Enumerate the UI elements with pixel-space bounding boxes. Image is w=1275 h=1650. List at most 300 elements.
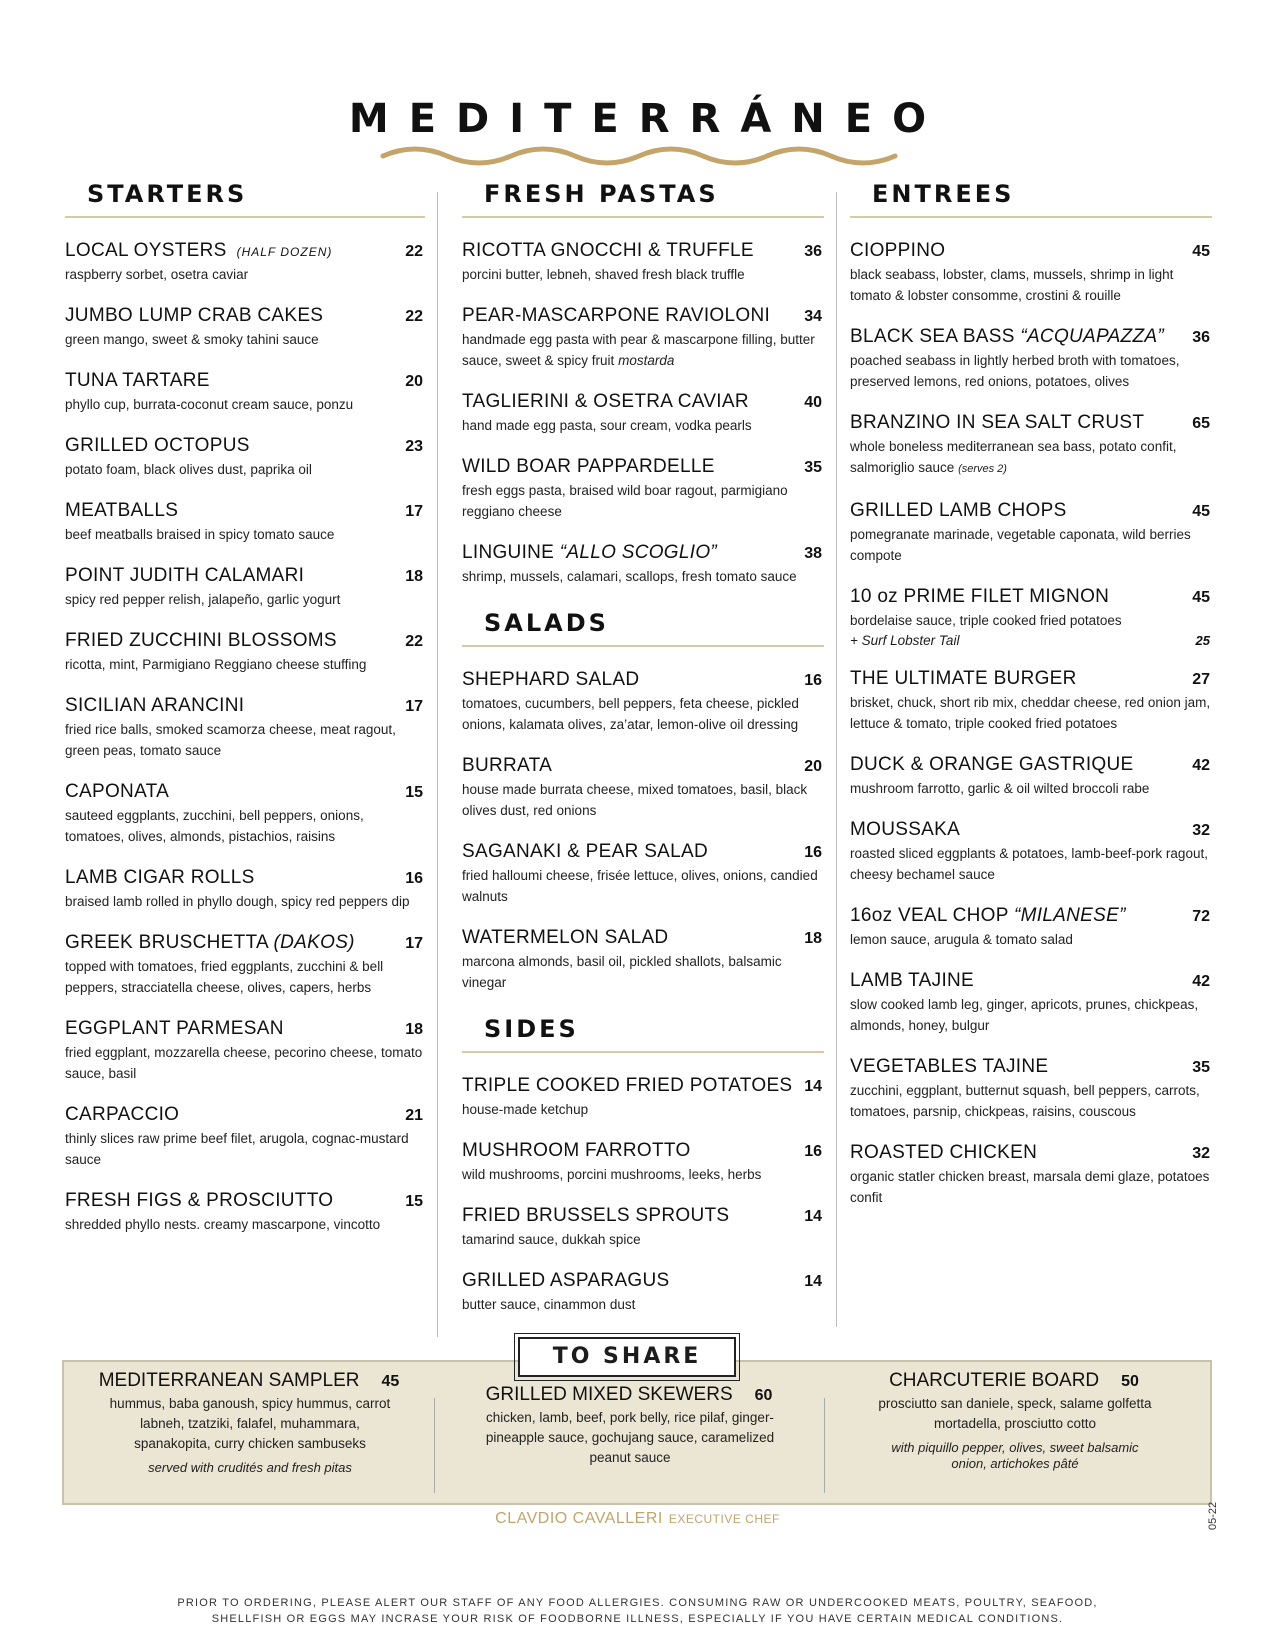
menu-item-name — [850, 1142, 1037, 1164]
menu-item — [462, 1270, 824, 1315]
menu-item-desc-text: lemon sauce, arugula & tomato salad — [850, 932, 1073, 947]
menu-item-header — [462, 927, 824, 949]
menu-item-title: CAPONATA — [65, 781, 170, 802]
menu-item-header — [65, 630, 425, 652]
menu-item-desc — [462, 415, 824, 436]
menu-item-title: ROASTED CHICKEN — [850, 1142, 1038, 1163]
menu-item-desc-text: tomatoes, cucumbers, bell peppers, feta cheese, pickled onions, kalamata olives, za’atar, lemon-olive oil dressing — [462, 696, 799, 732]
section-heading: FRESH PASTAS — [484, 180, 719, 208]
menu-item-name — [850, 970, 974, 992]
menu-item-title: DUCK & ORANGE GASTRIQUE — [850, 754, 1134, 775]
share-item-desc: hummus, baba ganoush, spicy hummus, carrot labneh, tzatziki, falafel, muhammara, spanakopita, curry chicken sambuseks — [109, 1396, 391, 1451]
menu-item-desc — [65, 891, 425, 912]
menu-item-desc — [65, 805, 425, 847]
menu-item-desc-text: potato foam, black olives dust, paprika oil — [65, 462, 312, 477]
menu-item-title: BRANZINO IN SEA SALT CRUST — [850, 412, 1145, 433]
share-item-note: served with crudités and fresh pitas — [148, 1460, 352, 1475]
menu-item-desc-text: spicy red pepper relish, jalapeño, garlic yogurt — [65, 592, 341, 607]
menu-item — [850, 412, 1212, 480]
menu-item — [65, 370, 425, 415]
menu-item-name — [65, 781, 169, 803]
menu-item-header — [850, 970, 1212, 992]
menu-item — [850, 668, 1212, 734]
menu-item-price: 16 — [804, 672, 822, 689]
menu-item-header — [850, 668, 1212, 690]
menu-item-name — [462, 391, 749, 413]
menu-item-name — [65, 240, 332, 262]
menu-item — [850, 240, 1212, 306]
menu-section — [462, 1015, 824, 1315]
menu-item-desc — [850, 436, 1212, 480]
menu-item — [850, 819, 1212, 885]
menu-item-name — [850, 754, 1134, 776]
menu-item-desc — [850, 994, 1212, 1036]
menu-item-price: 45 — [1192, 589, 1210, 606]
menu-item — [850, 586, 1212, 648]
menu-column-1 — [65, 180, 425, 1255]
menu-item-title: RICOTTA GNOCCHI & TRUFFLE — [462, 240, 754, 261]
menu-item-header — [850, 905, 1212, 927]
menu-item — [65, 305, 425, 350]
column-divider-2 — [836, 192, 837, 1327]
chef-credit — [0, 1510, 1275, 1528]
menu-item-name — [65, 305, 323, 327]
menu-item-title: TRIPLE COOKED FRIED POTATOES — [462, 1075, 793, 1096]
share-divider-2 — [824, 1398, 825, 1493]
menu-item — [462, 391, 824, 436]
menu-item — [65, 435, 425, 480]
menu-item — [850, 754, 1212, 799]
menu-item — [462, 669, 824, 735]
menu-item-desc — [65, 329, 425, 350]
menu-item-price: 18 — [405, 1021, 423, 1038]
share-item-name: MEDITERRANEAN SAMPLER — [98, 1370, 360, 1391]
menu-item-title: FRIED ZUCCHINI BLOSSOMS — [65, 630, 337, 651]
menu-item — [65, 500, 425, 545]
menu-item — [462, 927, 824, 993]
share-item — [80, 1370, 420, 1476]
menu-item-desc-text: beef meatballs braised in spicy tomato sauce — [65, 527, 335, 542]
menu-item — [850, 326, 1212, 392]
menu-item-title: GREEK BRUSCHETTA — [65, 932, 268, 953]
menu-item-title: 16oz VEAL CHOP — [850, 905, 1009, 926]
menu-item-price: 17 — [405, 503, 423, 520]
share-item — [850, 1370, 1180, 1472]
menu-item-desc-text: green mango, sweet & smoky tahini sauce — [65, 332, 319, 347]
menu-item-desc-text: poached seabass in lightly herbed broth with tomatoes, preserved lemons, red onions, potatoes, olives — [850, 353, 1180, 389]
menu-item-price: 15 — [405, 784, 423, 801]
menu-item-header — [65, 1104, 425, 1126]
menu-item-price: 34 — [804, 308, 822, 325]
menu-item-desc — [850, 1080, 1212, 1122]
menu-item-name — [462, 1140, 691, 1162]
menu-item-addon-price: 25 — [1195, 633, 1210, 648]
menu-item-header — [65, 240, 425, 262]
menu-item-price: 45 — [1192, 503, 1210, 520]
share-item — [450, 1384, 810, 1468]
menu-item-name — [462, 927, 668, 949]
menu-item — [65, 867, 425, 912]
menu-item-header — [462, 669, 824, 691]
menu-item-name — [65, 695, 244, 717]
menu-item-header — [850, 326, 1212, 348]
section-heading: SALADS — [484, 609, 609, 637]
menu-column-3 — [850, 180, 1212, 1228]
menu-item-header — [462, 456, 824, 478]
allergy-line-2: SHELLFISH OR EGGS MAY INCRASE YOUR RISK OF FOODBORNE ILLNESS, ESPECIALLY IF YOU HAVE CERTAIN MEDICAL CONDITIONS. — [211, 1613, 1064, 1625]
menu-item-price: 14 — [804, 1208, 822, 1225]
menu-item-title-italic: “ALLO SCOGLIO” — [559, 542, 718, 563]
menu-item — [65, 1104, 425, 1170]
menu-item-header — [462, 391, 824, 413]
column-divider-1 — [437, 192, 438, 1337]
menu-item-desc-text: sauteed eggplants, zucchini, bell peppers, onions, tomatoes, olives, almonds, pistachios, raisins — [65, 808, 364, 844]
menu-item-name — [65, 435, 250, 457]
menu-item-note: (HALF DOZEN) — [236, 245, 333, 259]
menu-item-desc-text: porcini butter, lebneh, shaved fresh black truffle — [462, 267, 745, 282]
menu-item-title: SICILIAN ARANCINI — [65, 695, 245, 716]
section-rule — [462, 216, 824, 218]
menu-item-price: 36 — [1192, 329, 1210, 346]
menu-item-desc-text: fried rice balls, smoked scamorza cheese, meat ragout, green peas, tomato sauce — [65, 722, 396, 758]
allergy-notice — [0, 1595, 1275, 1627]
menu-item-title: MEATBALLS — [65, 500, 179, 521]
menu-item-price: 22 — [405, 243, 423, 260]
menu-item-title: CIOPPINO — [850, 240, 946, 261]
menu-item-title-italic: (DAKOS) — [273, 932, 355, 953]
menu-item-desc-text: fresh eggs pasta, braised wild boar ragout, parmigiano reggiano cheese — [462, 483, 788, 519]
chef-name: CLAVDIO CAVALLERI — [495, 1510, 663, 1527]
menu-item-price: 22 — [405, 308, 423, 325]
menu-item-price: 15 — [405, 1193, 423, 1210]
menu-item-header — [850, 240, 1212, 262]
section-rule — [462, 645, 824, 647]
menu-item — [850, 970, 1212, 1036]
menu-item-price: 38 — [804, 545, 822, 562]
menu-item — [850, 1142, 1212, 1208]
menu-item-header — [462, 240, 824, 262]
menu-item-name — [462, 542, 717, 564]
menu-item-price: 32 — [1192, 1145, 1210, 1162]
menu-item-header — [65, 1018, 425, 1040]
menu-item-title: SHEPHARD SALAD — [462, 669, 640, 690]
menu-item-title: POINT JUDITH CALAMARI — [65, 565, 305, 586]
menu-item-desc — [462, 865, 824, 907]
menu-item-name — [850, 500, 1067, 522]
menu-item-desc — [65, 654, 425, 675]
menu-section — [850, 180, 1212, 1208]
menu-item-price: 22 — [405, 633, 423, 650]
menu-item-desc — [850, 843, 1212, 885]
menu-item-title: FRESH FIGS & PROSCIUTTO — [65, 1190, 334, 1211]
menu-item-price: 17 — [405, 698, 423, 715]
menu-item-desc — [462, 264, 824, 285]
wave-ornament — [378, 142, 898, 172]
menu-item — [462, 1075, 824, 1120]
menu-item-title: THE ULTIMATE BURGER — [850, 668, 1077, 689]
menu-item-header — [65, 781, 425, 803]
allergy-line-1: PRIOR TO ORDERING, PLEASE ALERT OUR STAFF OF ANY FOOD ALLERGIES. CONSUMING RAW OR UNDERCOOKED MEATS, POULTRY, SEAFOOD, — [177, 1597, 1098, 1609]
menu-item-price: 20 — [804, 758, 822, 775]
menu-item-name — [65, 1018, 284, 1040]
menu-item-title: LAMB CIGAR ROLLS — [65, 867, 255, 888]
menu-item-name — [65, 932, 355, 954]
menu-item-desc-text: mushroom farrotto, garlic & oil wilted broccoli rabe — [850, 781, 1150, 796]
menu-item-desc-text: handmade egg pasta with pear & mascarpone filling, butter sauce, sweet & spicy fruit — [462, 332, 815, 368]
menu-item-desc — [65, 524, 425, 545]
menu-item-header — [462, 305, 824, 327]
share-item-price: 60 — [754, 1387, 773, 1404]
menu-item-header — [462, 542, 824, 564]
section-rule — [462, 1051, 824, 1053]
menu-item — [65, 565, 425, 610]
menu-item-desc-text: ricotta, mint, Parmigiano Reggiano cheese stuffing — [65, 657, 367, 672]
menu-item-desc-text: phyllo cup, burrata-coconut cream sauce, ponzu — [65, 397, 354, 412]
menu-item-name — [462, 240, 754, 262]
menu-item — [65, 240, 425, 285]
menu-item-desc — [65, 264, 425, 285]
menu-item — [462, 456, 824, 522]
menu-item — [462, 305, 824, 371]
menu-item — [462, 755, 824, 821]
share-item-name: GRILLED MIXED SKEWERS — [485, 1384, 733, 1405]
section-rule — [65, 216, 425, 218]
menu-item-title: TAGLIERINI & OSETRA CAVIAR — [462, 391, 749, 412]
menu-item-price: 42 — [1192, 973, 1210, 990]
menu-item-desc — [65, 459, 425, 480]
menu-item-name — [462, 1270, 670, 1292]
menu-item-header — [65, 500, 425, 522]
menu-item-name — [850, 819, 960, 841]
menu-item-desc — [462, 693, 824, 735]
menu-item-title: VEGETABLES TAJINE — [850, 1056, 1049, 1077]
menu-item-desc-text: zucchini, eggplant, butternut squash, bell peppers, carrots, tomatoes, parsnip, chickpeas, raisins, couscous — [850, 1083, 1200, 1119]
menu-item-name — [850, 905, 1126, 927]
menu-item-header — [65, 932, 425, 954]
menu-section — [462, 180, 824, 587]
menu-item-title: LOCAL OYSTERS — [65, 240, 227, 261]
menu-item-name — [462, 1205, 729, 1227]
menu-item-desc-text: fried halloumi cheese, frisée lettuce, olives, onions, candied walnuts — [462, 868, 818, 904]
menu-item — [850, 500, 1212, 566]
menu-item-desc — [462, 1294, 824, 1315]
share-divider-1 — [434, 1398, 435, 1493]
menu-item-name — [462, 305, 770, 327]
menu-item-desc — [462, 779, 824, 821]
menu-item-desc — [850, 264, 1212, 306]
menu-item-desc — [850, 524, 1212, 566]
menu-item-desc-text: wild mushrooms, porcini mushrooms, leeks, herbs — [462, 1167, 762, 1182]
menu-item-price: 27 — [1192, 671, 1210, 688]
menu-item-desc — [850, 778, 1212, 799]
menu-item-desc-text: house made burrata cheese, mixed tomatoes, basil, black olives dust, red onions — [462, 782, 808, 818]
menu-item — [462, 542, 824, 587]
menu-item-price: 45 — [1192, 243, 1210, 260]
menu-item-desc-text: organic statler chicken breast, marsala demi glaze, potatoes confit — [850, 1169, 1210, 1205]
menu-item-price: 35 — [1192, 1059, 1210, 1076]
menu-column-2 — [462, 180, 824, 1335]
menu-item-desc-text: brisket, chuck, short rib mix, cheddar cheese, red onion jam, lettuce & tomato, triple cooked fried potatoes — [850, 695, 1211, 731]
menu-item-title: LAMB TAJINE — [850, 970, 975, 991]
share-item-name: CHARCUTERIE BOARD — [889, 1370, 1100, 1391]
menu-item-header — [462, 755, 824, 777]
menu-item-price: 16 — [405, 870, 423, 887]
menu-item-title: CARPACCIO — [65, 1104, 180, 1125]
menu-item — [462, 1140, 824, 1185]
menu-item-price: 72 — [1192, 908, 1210, 925]
menu-item-price: 36 — [804, 243, 822, 260]
menu-item-desc-text: black seabass, lobster, clams, mussels, shrimp in light tomato & lobster consomme, crostini & rouille — [850, 267, 1174, 303]
chef-role: EXECUTIVE CHEF — [668, 1512, 780, 1526]
menu-item-desc — [850, 1166, 1212, 1208]
menu-item-name — [462, 669, 639, 691]
menu-item-desc-text: butter sauce, cinammon dust — [462, 1297, 636, 1312]
menu-item-name — [850, 326, 1164, 348]
share-item-note: with piquillo pepper, olives, sweet balsamic onion, artichokes pâté — [891, 1440, 1139, 1471]
menu-item-header — [65, 695, 425, 717]
to-share-heading: TO SHARE — [518, 1337, 736, 1377]
share-item-desc: prosciutto san daniele, speck, salame golfetta mortadella, prosciutto cotto — [878, 1396, 1152, 1431]
menu-item-desc — [65, 719, 425, 761]
menu-item-desc — [462, 951, 824, 993]
menu-item-title: MUSHROOM FARROTTO — [462, 1140, 691, 1161]
menu-item-title: BLACK SEA BASS — [850, 326, 1015, 347]
menu-item-title: FRIED BRUSSELS SPROUTS — [462, 1205, 730, 1226]
menu-item-title: BURRATA — [462, 755, 553, 776]
menu-item-header — [850, 500, 1212, 522]
menu-item-header — [850, 586, 1212, 608]
menu-item-desc-text: thinly slices raw prime beef filet, arugola, cognac-mustard sauce — [65, 1131, 409, 1167]
menu-item-price: 65 — [1192, 415, 1210, 432]
menu-item-desc — [65, 1128, 425, 1170]
menu-item-name — [65, 1104, 179, 1126]
menu-item-name — [65, 370, 210, 392]
menu-item — [65, 932, 425, 998]
menu-item-desc-text: hand made egg pasta, sour cream, vodka pearls — [462, 418, 752, 433]
menu-item-price: 17 — [405, 935, 423, 952]
menu-item-name — [850, 1056, 1048, 1078]
menu-item-addon-label: + Surf Lobster Tail — [850, 633, 960, 648]
menu-item-name — [65, 630, 337, 652]
menu-item-desc — [65, 394, 425, 415]
menu-item-name — [850, 412, 1144, 434]
section-heading: SIDES — [484, 1015, 579, 1043]
menu-item-desc-text: fried eggplant, mozzarella cheese, pecorino cheese, tomato sauce, basil — [65, 1045, 423, 1081]
menu-item-header — [850, 412, 1212, 434]
menu-item — [65, 781, 425, 847]
menu-item-name — [65, 867, 255, 889]
menu-item-name — [462, 1075, 792, 1097]
menu-item — [462, 841, 824, 907]
menu-item-price: 14 — [804, 1078, 822, 1095]
menu-item-desc — [65, 956, 425, 998]
menu-item-header — [850, 1056, 1212, 1078]
menu-item-header — [65, 370, 425, 392]
menu-item — [65, 1190, 425, 1235]
menu-item-header — [462, 841, 824, 863]
menu-item-desc-text: raspberry sorbet, osetra caviar — [65, 267, 249, 282]
menu-item-header — [462, 1140, 824, 1162]
menu-item — [850, 905, 1212, 950]
menu-item-desc-text: marcona almonds, basil oil, pickled shallots, balsamic vinegar — [462, 954, 782, 990]
menu-item-desc — [850, 350, 1212, 392]
menu-item-addon — [850, 633, 1212, 648]
menu-item-desc — [462, 1099, 824, 1120]
menu-item-desc-text: whole boneless mediterranean sea bass, potato confit, salmoriglio sauce — [850, 439, 1177, 475]
menu-item-name — [462, 755, 552, 777]
menu-section — [65, 180, 425, 1235]
menu-item-title-italic: “ACQUAPAZZA” — [1020, 326, 1164, 347]
menu-item-desc-italic: mostarda — [618, 353, 675, 368]
menu-item — [65, 695, 425, 761]
menu-item-title-italic: “MILANESE” — [1013, 905, 1126, 926]
menu-item-title: GRILLED ASPARAGUS — [462, 1270, 670, 1291]
menu-item — [65, 630, 425, 675]
menu-item-desc — [65, 589, 425, 610]
menu-item-desc-small: (serves 2) — [958, 463, 1007, 475]
menu-item — [850, 1056, 1212, 1122]
menu-item-title: PEAR-MASCARPONE RAVIOLONI — [462, 305, 771, 326]
menu-item-desc-text: slow cooked lamb leg, ginger, apricots, prunes, chickpeas, almonds, honey, bulgur — [850, 997, 1199, 1033]
menu-item-desc — [462, 329, 824, 371]
menu-item-title: SAGANAKI & PEAR SALAD — [462, 841, 708, 862]
menu-item-title: GRILLED LAMB CHOPS — [850, 500, 1067, 521]
menu-item-desc — [65, 1214, 425, 1235]
menu-item-name — [65, 500, 178, 522]
menu-item-name — [850, 240, 945, 262]
share-item-price: 50 — [1121, 1373, 1139, 1390]
section-heading: ENTREES — [872, 180, 1015, 208]
menu-item-price: 40 — [804, 394, 822, 411]
menu-item-name — [65, 1190, 333, 1212]
menu-item-desc-text: roasted sliced eggplants & potatoes, lamb-beef-pork ragout, cheesy bechamel sauce — [850, 846, 1208, 882]
menu-item-name — [65, 565, 304, 587]
menu-item-desc-text: shredded phyllo nests. creamy mascarpone, vincotto — [65, 1217, 381, 1232]
menu-item-price: 23 — [405, 438, 423, 455]
menu-item-price: 16 — [804, 844, 822, 861]
menu-item-price: 18 — [804, 930, 822, 947]
menu-item-price: 32 — [1192, 822, 1210, 839]
menu-item-desc — [462, 566, 824, 587]
menu-item-title: MOUSSAKA — [850, 819, 961, 840]
menu-item-desc-text: bordelaise sauce, triple cooked fried potatoes — [850, 613, 1122, 628]
menu-item-title: 10 oz PRIME FILET MIGNON — [850, 586, 1110, 607]
menu-item — [462, 240, 824, 285]
menu-item-title: LINGUINE — [462, 542, 555, 563]
menu-item-header — [65, 435, 425, 457]
menu-item-desc — [462, 1229, 824, 1250]
menu-item-header — [850, 1142, 1212, 1164]
menu-item-desc-text: house-made ketchup — [462, 1102, 589, 1117]
menu-item-name — [462, 456, 715, 478]
menu-item-desc — [850, 692, 1212, 734]
menu-item-desc-text: tamarind sauce, dukkah spice — [462, 1232, 641, 1247]
menu-item-price: 42 — [1192, 757, 1210, 774]
menu-item-title: WILD BOAR PAPPARDELLE — [462, 456, 715, 477]
menu-item-desc — [850, 929, 1212, 950]
menu-item-header — [65, 305, 425, 327]
menu-item-title: TUNA TARTARE — [65, 370, 210, 391]
menu-item-desc — [462, 1164, 824, 1185]
share-item-desc: chicken, lamb, beef, pork belly, rice pilaf, ginger-pineapple sauce, gochujang sauce, caramelized peanut sauce — [485, 1410, 775, 1465]
share-item-price: 45 — [381, 1373, 400, 1390]
menu-item-price: 14 — [804, 1273, 822, 1290]
menu-item-name — [462, 841, 708, 863]
menu-item-name — [850, 586, 1109, 608]
menu-item — [65, 1018, 425, 1084]
menu-section — [462, 609, 824, 993]
menu-title: MEDITERRÁNEO — [348, 96, 947, 142]
